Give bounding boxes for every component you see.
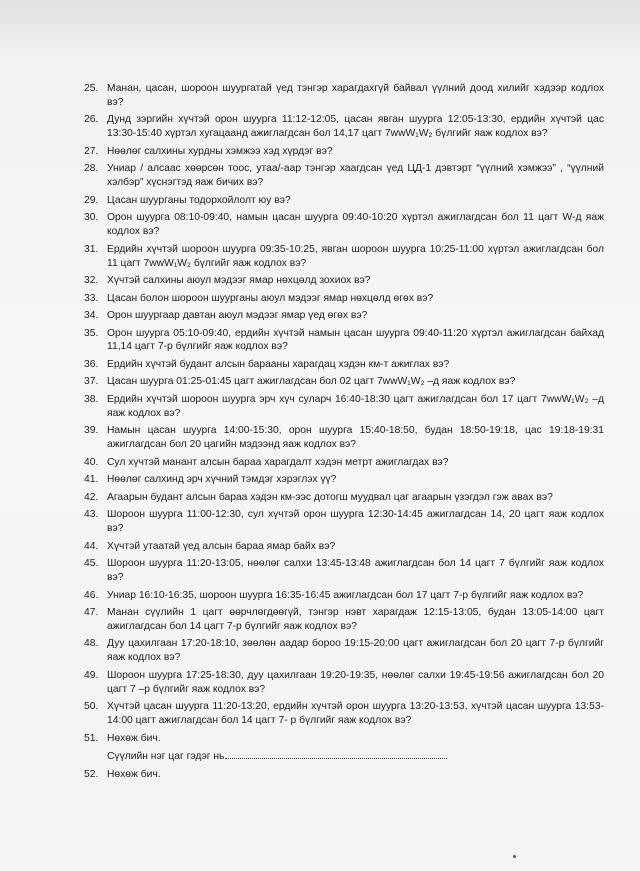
question-item	[84, 456, 604, 470]
question-number: 26.	[84, 114, 99, 126]
question-text: Нөөлөг салхинд эрч хүчний тэмдэг хэрэглэх үү?	[107, 474, 337, 486]
question-text: Орон шуургаар давтан аюул мэдээг ямар үед өгөх вэ?	[107, 310, 368, 322]
question-item	[84, 292, 604, 306]
question-number: 32.	[84, 275, 99, 287]
question-text: Нөөлөг салхины хурдны хэмжээ хэд хүрдэг вэ?	[107, 145, 333, 157]
fill-in-line	[84, 749, 604, 764]
question-item	[84, 358, 604, 372]
question-item	[84, 589, 604, 603]
question-text: Намын цасан шуурга 14:00-15:30, орон шуурга 15:40-18:50, будан 18:50-19:18, цас 19:18-19:31 ажиглагдсан бол 20 цагийн мэдээнд яаж кодлох вэ?	[107, 425, 604, 451]
question-number: 36.	[84, 358, 99, 370]
question-number: 52.	[84, 768, 99, 780]
question-text: Ердийн хүчтэй шороон шуурга эрч хүч суларч 16:40-18:30 цагт ажиглагдсан бол 17 цагт 7wwW₁W₂ –д яаж кодлох вэ?	[107, 393, 604, 419]
question-text: Манан сүүлийн 1 цагт өөрчлөгдөөгүй, тэнгэр нэвт харагдаж 12:15-13:05, будан 13:05-14:00 цагт ажиглагдсан бол 14 цагт 7-р бүлгийг яаж кодлох вэ?	[107, 607, 604, 632]
question-number: 37.	[84, 376, 99, 388]
question-item	[84, 557, 604, 585]
question-text: Орон шуурга 05:10-09:40, ердийн хүчтэй намын цасан шуурга 09:40-11:20 хүртэл ажиглагдсан байхад 11,14 цагт 7-р бүлгийг яаж кодлох вэ?	[107, 327, 604, 353]
question-item	[84, 375, 604, 389]
question-text: Цасан шуурга 01:25-01:45 цагт ажиглагдсан бол 02 цагт 7wwW₁W₂ –д яаж кодлох вэ?	[107, 376, 516, 388]
question-item	[84, 637, 604, 665]
question-number: 29.	[84, 194, 99, 206]
question-number: 30.	[84, 212, 99, 224]
question-item	[84, 309, 604, 323]
question-text: Цасан шуурганы тодорхойлолт юу вэ?	[107, 194, 291, 206]
question-text: Ердийн хүчтэй шороон шуурга 09:35-10:25, явган шороон шуурга 10:25-11:00 хүртэл ажиглагдсан бол 11 цагт 7wwW₁W₂ бүлгийг яаж кодлох вэ?	[107, 243, 604, 269]
question-number: 49.	[84, 669, 99, 681]
question-item	[84, 145, 604, 159]
question-item	[84, 393, 604, 421]
question-item	[84, 424, 604, 452]
question-number: 45.	[84, 558, 99, 570]
question-number: 41.	[84, 474, 99, 486]
question-text: Нөхөж бич.	[107, 732, 161, 744]
question-number: 39.	[84, 425, 99, 437]
question-item	[84, 700, 604, 728]
question-number: 31.	[84, 243, 99, 255]
question-item	[84, 606, 604, 634]
question-text: Манан, цасан, шороон шуургатай үед тэнгэр харагдахгүй байвал үүлний доод хилийг хэдээр кодлох вэ?	[107, 83, 604, 108]
question-text: Униар 16:10-16:35, шороон шуурга 16:35-16:45 ажиглагдсан бол 17 цагт 7-р бүлгийг яаж кодлох вэ?	[107, 589, 584, 601]
question-number: 34.	[84, 310, 99, 322]
question-item	[84, 508, 604, 536]
question-number: 51.	[84, 732, 99, 744]
question-text: Шороон шуурга 11:20-13:05, нөөлөг салхи 13:45-13:48 ажиглагдсан бол 14 цагт 7 бүлгийг яаж кодлох вэ?	[107, 558, 604, 584]
question-text: Цасан болон шороон шуурганы аюул мэдээг ямар нөхцөлд өгөх вэ?	[107, 292, 434, 304]
question-text: Агаарын будант алсын бараа хэдэн км-ээс дотогш муудвал цаг агаарын үзэгдэл гэж авах вэ?	[107, 491, 553, 503]
question-item	[84, 732, 604, 746]
question-text: Шороон шуурга 17:25-18:30, дуу цахилгаан 19:20-19:35, нөөлөг салхи 19:45-19:56 ажиглагдсан бол 20 цагт 7 –р бүлгийг яаж кодлох вэ?	[107, 669, 604, 695]
question-item	[84, 82, 604, 110]
question-item	[84, 194, 604, 208]
question-number: 40.	[84, 456, 99, 468]
fill-in-prompt: Сүүлийн нэг цаг гэдэг нь	[107, 751, 225, 763]
scan-speck	[513, 855, 516, 858]
question-list	[84, 82, 604, 785]
question-text: Хүчтэй утаатай үед алсын бараа ямар байх вэ?	[107, 540, 336, 552]
question-text: Сул хүчтэй манант алсын бараа харагдалт хэдэн метрт ажиглагдах вэ?	[107, 456, 449, 468]
question-item	[84, 274, 604, 288]
question-text: Дунд зэргийн хүчтэй орон шуурга 11:12-12:05, цасан явган шуурга 12:05-13:30, ердийн хүчтэй цас 13:30-15:40 хүртэл хугацаанд ажиглагдсан бол 14,17 цагт 7wwW₁W₂ бүлгийг яаж кодлох вэ?	[107, 114, 604, 140]
question-number: 44.	[84, 540, 99, 552]
question-item	[84, 327, 604, 355]
question-item	[84, 540, 604, 554]
question-number: 46.	[84, 589, 99, 601]
question-item	[84, 113, 604, 141]
question-item	[84, 243, 604, 271]
question-number: 50.	[84, 701, 99, 713]
question-text: Униар / алсаас хөөрсөн тоос, утаа/-аар тэнгэр хаагдсан үед ЦД-1 дэвтэрт “үүлний хэмжээ” , “үүлний хэлбэр” хүснэгтэд яаж бичих вэ?	[107, 163, 604, 189]
scan-shadow	[0, 0, 640, 60]
question-number: 48.	[84, 638, 99, 650]
question-item	[84, 211, 604, 239]
question-number: 33.	[84, 292, 99, 304]
question-number: 28.	[84, 163, 99, 175]
question-item	[84, 768, 604, 782]
question-number: 38.	[84, 393, 99, 405]
question-item	[84, 491, 604, 505]
question-text: Хүчтэй салхины аюул мэдээг ямар нөхцөлд зохиох вэ?	[107, 275, 371, 287]
question-text: Ердийн хүчтэй будант алсын барааны харагдац хэдэн км-т ажиглах вэ?	[107, 358, 450, 370]
question-item	[84, 669, 604, 697]
question-text: Дуу цахилгаан 17:20-18:10, зөөлөн аадар бороо 19:15-20:00 цагт ажиглагдсан бол 20 цагт 7-р бүлгийг яаж кодлох вэ?	[107, 638, 604, 664]
question-number: 35.	[84, 327, 99, 339]
question-text: Нөхөж бич.	[107, 768, 161, 780]
answer-blank[interactable]	[225, 749, 447, 759]
question-item	[84, 473, 604, 487]
question-number: 42.	[84, 491, 99, 503]
question-number: 27.	[84, 145, 99, 157]
question-number: 25.	[84, 83, 99, 94]
question-number: 43.	[84, 509, 99, 521]
question-text: Хүчтэй цасан шуурга 11:20-13:20, ердийн хүчтэй орон шуурга 13:20-13:53, хүчтэй цасан шуурга 13:53-14:00 цагт ажиглагдсан бол 14 цагт 7- р бүлгийг яаж кодлох вэ?	[107, 701, 604, 727]
question-item	[84, 162, 604, 190]
question-text: Орон шуурга 08:10-09:40, намын цасан шуурга 09:40-10:20 хүртэл ажиглагдсан бол 11 цагт W-д яаж кодлох вэ?	[107, 212, 604, 238]
question-text: Шороон шуурга 11:00-12:30, сул хүчтэй орон шуурга 12:30-14:45 ажиглагдсан 14, 20 цагт яаж кодлох вэ?	[107, 509, 604, 535]
question-number: 47.	[84, 607, 99, 619]
